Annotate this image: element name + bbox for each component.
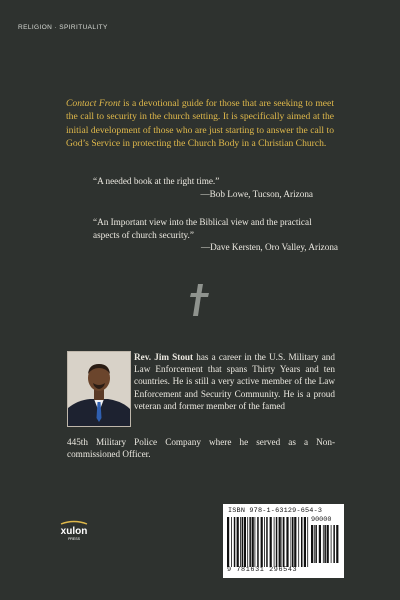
barcode-bar [282, 517, 283, 567]
quote-2 [93, 216, 338, 254]
book-description [66, 97, 334, 151]
barcode-bar [323, 525, 324, 563]
barcode-bar [266, 517, 268, 567]
book-title: Contact Front [66, 98, 121, 109]
author-bio-text: has a career in the U.S. Military and Law Enforcement that spans Thirty Years and ten countries. He is still a very active member of the Law Enforcement and Security Community. He is a proud veteran and former member of the famed [134, 352, 335, 411]
barcode-bar [314, 525, 315, 563]
price-code: 90000 [311, 516, 332, 524]
barcode-bar [291, 517, 292, 567]
price-barcode-bars [311, 525, 340, 563]
barcode-bar [301, 517, 303, 567]
author-photo [67, 351, 131, 427]
barcode-bar [252, 517, 254, 567]
barcode-bar [261, 517, 263, 567]
barcode-bar [336, 525, 338, 563]
quote-2-attribution: —Dave Kersten, Oro Valley, Arizona [200, 242, 338, 253]
barcode-bar [231, 517, 232, 567]
quote-1-text: “A needed book at the right time.” [93, 176, 220, 186]
category-label: RELIGION · SPIRITUALITY [18, 24, 108, 31]
barcode-bar [319, 525, 321, 563]
barcode [223, 504, 344, 578]
publisher-logo-sub: PRESS [68, 537, 80, 541]
ean-barcode-bars [227, 517, 309, 567]
barcode-bar [292, 517, 294, 567]
barcode-bar [227, 517, 229, 567]
barcode-bar [255, 517, 256, 567]
barcode-bar [270, 517, 272, 567]
description-text: is a devotional guide for those that are seeking to meet the call to security in the church setting. It is specifically aimed at the initial development of those who are just starting to answer the call to God’s Service in protecting the Church Body in a Christian Church. [66, 98, 334, 150]
isbn-text: ISBN 978-1-63129-654-3 [228, 507, 323, 515]
barcode-bar [242, 517, 244, 567]
barcode-bar [274, 517, 275, 567]
ean-digits: 9 781631 296543 [227, 566, 298, 574]
barcode-bar [237, 517, 239, 567]
barcode-bar [276, 517, 278, 567]
barcode-bar [257, 517, 259, 567]
barcode-bar [304, 517, 306, 567]
barcode-bar [327, 525, 329, 563]
quote-1 [93, 175, 313, 200]
cross-icon [187, 282, 213, 318]
barcode-bar [307, 517, 308, 567]
barcode-bar [249, 517, 251, 567]
author-name: Rev. Jim Stout [134, 352, 194, 362]
publisher-logo-name: xulon [60, 526, 88, 537]
barcode-bar [311, 525, 313, 563]
barcode-bar [294, 517, 296, 567]
barcode-bar [324, 525, 326, 563]
barcode-bar [283, 517, 285, 567]
barcode-bar [234, 517, 236, 567]
quote-1-attribution: —Bob Lowe, Tucson, Arizona [200, 188, 313, 199]
publisher-logo [58, 520, 90, 542]
quote-2-text: “An Important view into the Biblical view and the practical aspects of church security.” [93, 217, 312, 240]
barcode-bar [279, 517, 281, 567]
barcode-bar [286, 517, 288, 567]
barcode-bar [298, 517, 299, 567]
barcode-bar [315, 525, 317, 563]
barcode-bar [244, 517, 246, 567]
author-bio-continued: 445th Military Police Company where he served as a Non-commissioned Officer. [67, 437, 335, 460]
barcode-bar [331, 525, 332, 563]
barcode-bar [264, 517, 265, 567]
author-bio [134, 351, 335, 412]
barcode-bar [247, 517, 248, 567]
barcode-bar [240, 517, 241, 567]
barcode-bar [333, 525, 335, 563]
